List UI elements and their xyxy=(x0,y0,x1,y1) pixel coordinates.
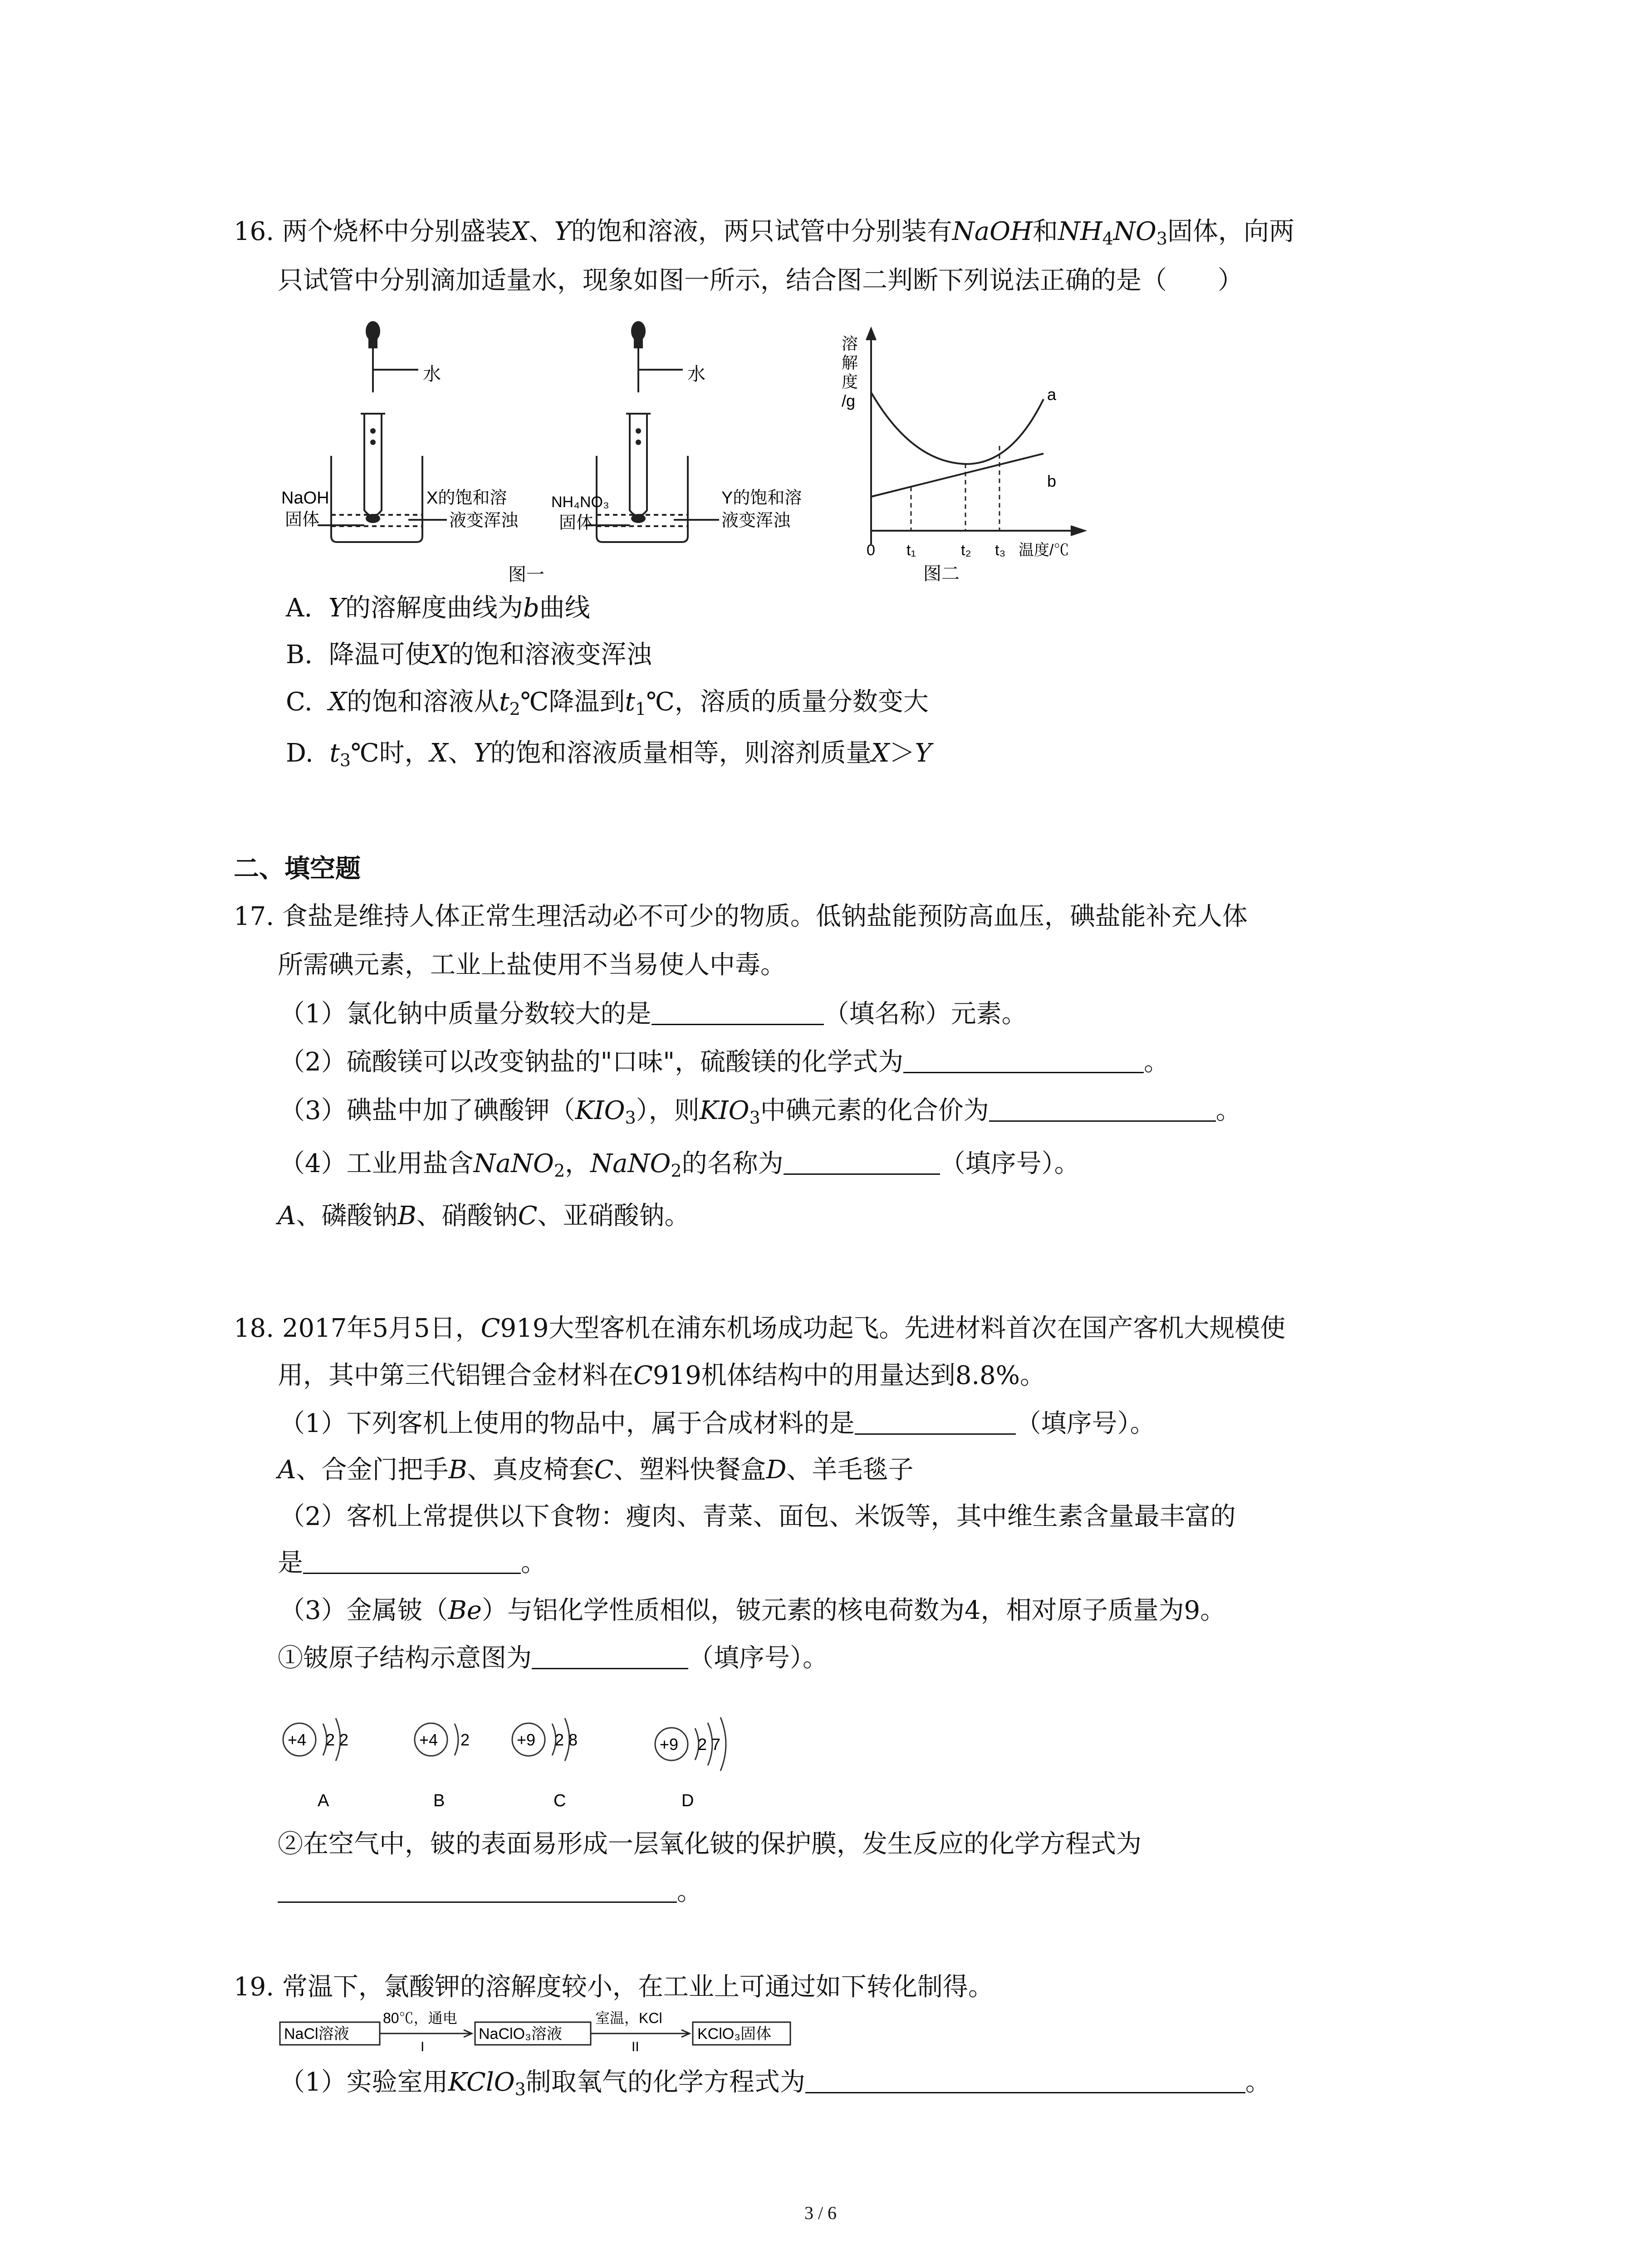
conversion-flow-diagram xyxy=(278,2005,822,2055)
flow-cond-2: 室温，KCl xyxy=(595,2010,662,2026)
q17-sub3: （3）碘盐中加了碘酸钾$(KIO_3)$，则$KIO_3$中碘元素的化合价为 。 xyxy=(279,1096,1241,1128)
fig2-t1: t₁ xyxy=(906,542,916,559)
curve-b xyxy=(871,454,1043,497)
fig1-nh4no3-label: NH₄NO₃ xyxy=(551,494,609,511)
fig1-water-label: 水 xyxy=(423,364,441,384)
fig1-solid-label-2: 固体 xyxy=(559,513,594,533)
answer-blank[interactable] xyxy=(903,1046,1144,1073)
answer-blank[interactable] xyxy=(855,1408,1016,1435)
atom-a-label: A xyxy=(318,1791,329,1810)
q18-sub2-cont: 是 。 xyxy=(278,1548,546,1578)
curve-a xyxy=(871,392,1043,464)
q16-option-d: D. $t_3℃$时，X、Y的饱和溶液质量相等，则溶剂质量X＞Y xyxy=(286,738,932,770)
fig2-b-label: b xyxy=(1047,472,1057,490)
section-title: 二、填空题 xyxy=(234,854,361,884)
page-number: 3 / 6 xyxy=(804,2203,837,2223)
q19-line1: 19. 常温下，氯酸钾的溶解度较小，在工业上可通过如下转化制得。 xyxy=(234,1972,994,2002)
fig2-t3: t₃ xyxy=(995,542,1006,559)
q17-line1: 17. 食盐是维持人体正常生理活动必不可少的物质。低钠盐能预防高血压，碘盐能补充人体 xyxy=(234,902,1248,931)
q17-sub4: （4）工业用盐含NaNO$_2$，NaNO$_2$的名称为 （填序号）。 xyxy=(279,1149,1080,1181)
flow-box-3: KClO₃固体 xyxy=(697,2025,772,2043)
atom-b-nucleus: +4 xyxy=(419,1730,438,1749)
q18-sub2: （2）客机上常提供以下食物：瘦肉、青菜、面包、米饭等，其中维生素含量最丰富的 xyxy=(279,1502,1236,1531)
answer-blank[interactable] xyxy=(532,1642,688,1669)
fig1-y-label-2: 液变浑浊 xyxy=(721,511,791,530)
q19-sub1: （1）实验室用KClO$_3$制取氧气的化学方程式为 。 xyxy=(279,2068,1271,2099)
q16-option-c: C. X的饱和溶液从$t_2℃$降温到$t_1℃$，溶质的质量分数变大 xyxy=(286,687,929,719)
fig1-solid-label: 固体 xyxy=(285,510,320,529)
q17-options: A、磷酸钠B、硝酸钠C、亚硝酸钠。 xyxy=(278,1201,690,1231)
fig1-naoh-label: NaOH xyxy=(281,489,329,508)
fig1-water-label-2: 水 xyxy=(687,364,705,384)
answer-blank[interactable] xyxy=(784,1148,940,1175)
q16-option-b: B. 降温可使X的饱和溶液变浑浊 xyxy=(286,640,652,670)
q18-sub1: （1）下列客机上使用的物品中，属于合成材料的是 （填序号）。 xyxy=(279,1409,1156,1438)
answer-blank[interactable] xyxy=(805,2067,1245,2093)
fig2-origin: 0 xyxy=(867,542,875,559)
atom-b-label: B xyxy=(433,1791,445,1810)
fig1-caption: 图一 xyxy=(508,565,544,585)
q16-option-a: A. Y的溶解度曲线为b曲线 xyxy=(286,593,590,623)
atom-c-label: C xyxy=(554,1791,566,1810)
q18-sub3: （3）金属铍（Be）与铝化学性质相似，铍元素的核电荷数为4，相对原子质量为9。 xyxy=(279,1596,1226,1625)
answer-blank[interactable] xyxy=(652,998,824,1025)
fig1-x-label-1: X的饱和溶 xyxy=(426,489,507,508)
atom-b-electrons: 2 xyxy=(460,1730,470,1749)
q18-sub5: ②在空气中，铍的表面易形成一层氧化铍的保护膜，发生反应的化学方程式为 xyxy=(278,1829,1141,1859)
fig2-t2: t₂ xyxy=(961,542,971,559)
fig2-caption: 图二 xyxy=(923,564,960,584)
q17-sub2: （2）硫酸镁可以改变钠盐的"口味"，硫酸镁的化学式为 。 xyxy=(279,1047,1170,1077)
fig1-x-label-2: 液变浑浊 xyxy=(449,511,519,530)
q18-line1: 18. 2017年5月5日，C919大型客机在浦东机场成功起飞。先进材料首次在国产客机大规模使 xyxy=(234,1314,1286,1343)
q17-sub1: （1）氯化钠中质量分数较大的是 （填名称）元素。 xyxy=(279,999,1027,1029)
flow-box-2: NaClO₃溶液 xyxy=(479,2025,562,2043)
atom-c-nucleus: +9 xyxy=(517,1730,536,1749)
atom-d-nucleus: +9 xyxy=(660,1735,679,1754)
flow-cond-1: 80℃，通电 xyxy=(383,2010,457,2026)
atom-d-label: D xyxy=(681,1791,694,1810)
figure-2-solubility-curve xyxy=(830,318,1102,594)
q18-line2: 用，其中第三代铝锂合金材料在C919机体结构中的用量达到8.8%。 xyxy=(278,1361,1046,1390)
atom-structure-options xyxy=(272,1687,771,1823)
fig2-a-label: a xyxy=(1047,385,1057,404)
q18-sub4: ①铍原子结构示意图为 （填序号）。 xyxy=(278,1643,828,1673)
q17-line2: 所需碘元素，工业上盐使用不当易使人中毒。 xyxy=(278,950,786,980)
flow-step-1: I xyxy=(421,2039,425,2054)
flow-step-2: II xyxy=(632,2039,639,2054)
q18-sub5-cont: 。 xyxy=(278,1876,702,1908)
flow-box-1: NaCl溶液 xyxy=(284,2025,349,2043)
answer-blank[interactable] xyxy=(989,1095,1216,1122)
fig1-y-label-1: Y的饱和溶 xyxy=(721,489,802,508)
fig2-ylabel-4: /g xyxy=(842,391,856,410)
atom-d-electrons: 2 7 xyxy=(698,1735,721,1754)
answer-blank[interactable] xyxy=(303,1547,521,1574)
q16-line2: 只试管中分别滴加适量水，现象如图一所示，结合图二判断下列说法正确的是（ ） xyxy=(278,266,1243,295)
atom-a-electrons: 2 2 xyxy=(326,1730,349,1749)
fig2-xlabel: 温度/℃ xyxy=(1019,542,1069,559)
q16-line1: 16. 两个烧杯中分别盛装X、Y的饱和溶液，两只试管中分别装有NaOH和$NH_4NO_3$固体，向两 xyxy=(234,217,1294,249)
atom-a-nucleus: +4 xyxy=(288,1730,307,1749)
q18-options: A、合金门把手B、真皮椅套C、塑料快餐盒D、羊毛毯子 xyxy=(278,1455,914,1485)
atom-c-electrons: 2 8 xyxy=(555,1730,578,1749)
answer-blank[interactable] xyxy=(278,1876,677,1903)
fig2-ylabel-2: 解 xyxy=(842,353,858,372)
fig2-ylabel-3: 度 xyxy=(842,372,858,391)
figure-1 xyxy=(272,313,826,594)
fig2-ylabel-1: 溶 xyxy=(842,334,858,353)
